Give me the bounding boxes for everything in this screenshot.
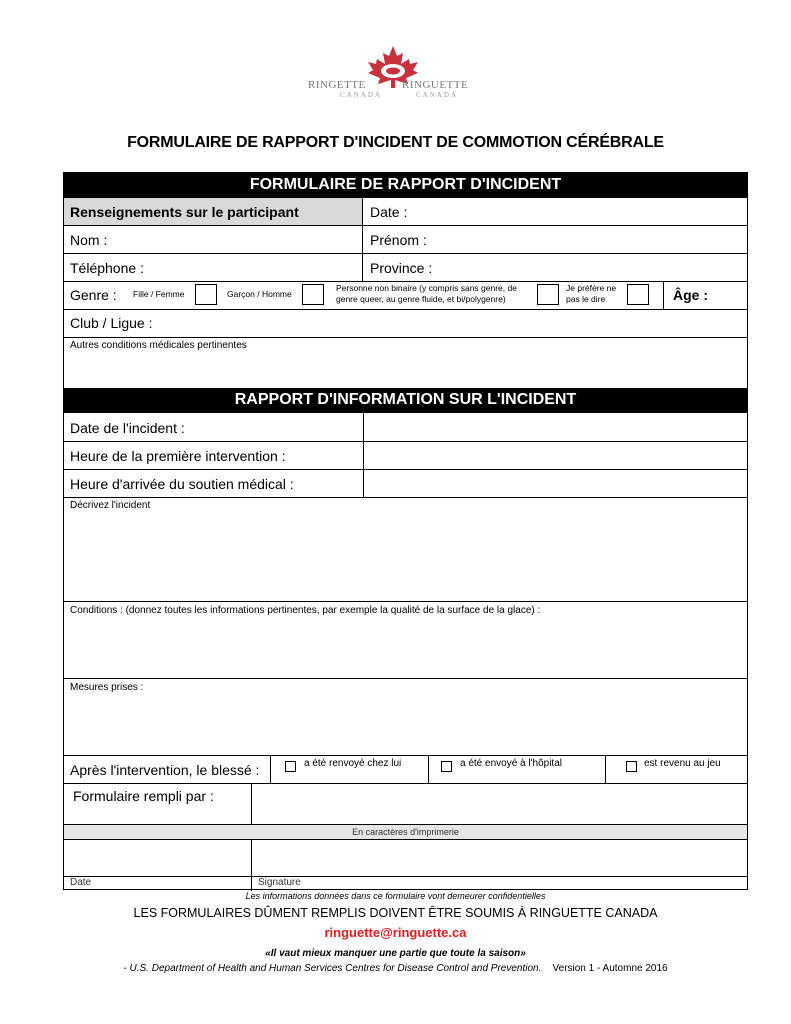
incident-report-form [63, 172, 748, 890]
divider [64, 441, 747, 442]
decrivez-incident-label: Décrivez l'incident [70, 500, 151, 511]
genre-prefere-label-line1: Je préfère ne [566, 283, 617, 293]
date-label: Date : [370, 204, 408, 220]
divider [64, 281, 747, 282]
revenu-au-jeu-label: est revenu au jeu [644, 758, 721, 769]
divider [64, 497, 747, 498]
genre-non-binaire-label-line2: genre queer, au genre fluide, et bi/polygenre) [336, 294, 506, 304]
date-incident-label: Date de l'incident : [70, 420, 185, 436]
divider [64, 876, 747, 877]
logo-subtext-left: CANADA [340, 91, 382, 99]
renvoye-chez-lui-label: a été renvoyé chez lui [304, 758, 402, 769]
divider [64, 783, 747, 784]
prenom-label: Prénom : [370, 232, 427, 248]
envoye-hopital-checkbox[interactable] [441, 761, 452, 772]
club-label: Club / Ligue : [70, 315, 153, 331]
rempli-par-label: Formulaire rempli par : [73, 788, 214, 804]
genre-fille-checkbox[interactable] [195, 284, 217, 305]
divider [64, 469, 747, 470]
province-label: Province : [370, 260, 433, 276]
divider [362, 198, 363, 281]
signature-label: Signature [258, 877, 301, 888]
section-header-incident-info: RAPPORT D'INFORMATION SUR L'INCIDENT [64, 388, 747, 413]
divider [251, 839, 252, 891]
logo-text-ringette: RINGETTE [308, 79, 366, 91]
heure-intervention-label: Heure de la première intervention : [70, 448, 286, 464]
genre-non-binaire-checkbox[interactable] [537, 284, 559, 305]
genre-non-binaire-label-line1: Personne non binaire (y compris sans genre, de [336, 283, 517, 293]
source-line [0, 963, 791, 974]
genre-prefere-label-line2: pas le dire [566, 294, 606, 304]
autres-conditions-label: Autres conditions médicales pertinentes [70, 340, 247, 351]
ringette-canada-logo [300, 44, 490, 104]
heure-arrivee-label: Heure d'arrivée du soutien médical : [70, 476, 294, 492]
logo-subtext-right: CANADA [416, 91, 458, 99]
divider [270, 755, 271, 783]
divider [251, 783, 252, 824]
mesures-prises-label: Mesures prises : [70, 682, 144, 693]
envoye-hopital-label: a été envoyé à l'hôpital [460, 758, 562, 769]
genre-prefere-checkbox[interactable] [627, 284, 649, 305]
divider [428, 755, 429, 783]
genre-label: Genre : [70, 287, 117, 303]
age-label: Âge : [673, 287, 708, 303]
genre-fille-label: Fille / Femme [133, 289, 185, 299]
divider [64, 678, 747, 679]
divider [64, 601, 747, 602]
divider [363, 413, 364, 497]
divider [64, 755, 747, 756]
section-header-incident-report: FORMULAIRE DE RAPPORT D'INCIDENT [64, 173, 747, 198]
divider [64, 309, 747, 310]
logo-text-ringuette: RINGUETTE [402, 79, 469, 91]
revenu-au-jeu-checkbox[interactable] [626, 761, 637, 772]
date-signature-label: Date [70, 877, 92, 888]
confidential-notice: Les informations données dans ce formulaire vont demeurer confidentielles [245, 891, 546, 901]
genre-garcon-label: Garçon / Homme [227, 289, 292, 299]
contact-email-link[interactable]: ringuette@ringuette.ca [324, 925, 467, 940]
version-label: Version 1 - Automne 2016 [552, 963, 668, 974]
conditions-label: Conditions : (donnez toutes les informations pertinentes, par exemple la qualité de la surface de la glace) : [70, 605, 541, 616]
nom-label: Nom : [70, 232, 108, 248]
imprimerie-label: En caractères d'imprimerie [64, 825, 747, 839]
renvoye-chez-lui-checkbox[interactable] [285, 761, 296, 772]
participant-info-label: Renseignements sur le participant [70, 204, 299, 220]
divider [663, 281, 664, 309]
divider [64, 839, 747, 840]
source-attribution: - U.S. Department of Health and Human Services Centres for Disease Control and Prevention. [123, 963, 542, 974]
document-title: FORMULAIRE DE RAPPORT D'INCIDENT DE COMMOTION CÉRÉBRALE [127, 134, 664, 151]
genre-garcon-checkbox[interactable] [302, 284, 324, 305]
divider [64, 337, 747, 338]
telephone-label: Téléphone : [70, 260, 144, 276]
divider [64, 225, 747, 226]
safety-quote: «Il vaut mieux manquer une partie que toute la saison» [265, 948, 526, 959]
divider [605, 755, 606, 783]
submit-instructions: LES FORMULAIRES DÛMENT REMPLIS DOIVENT ÊTRE SOUMIS À RINGUETTE CANADA [133, 906, 658, 920]
apres-intervention-label: Après l'intervention, le blessé : [70, 762, 260, 778]
divider [64, 253, 747, 254]
